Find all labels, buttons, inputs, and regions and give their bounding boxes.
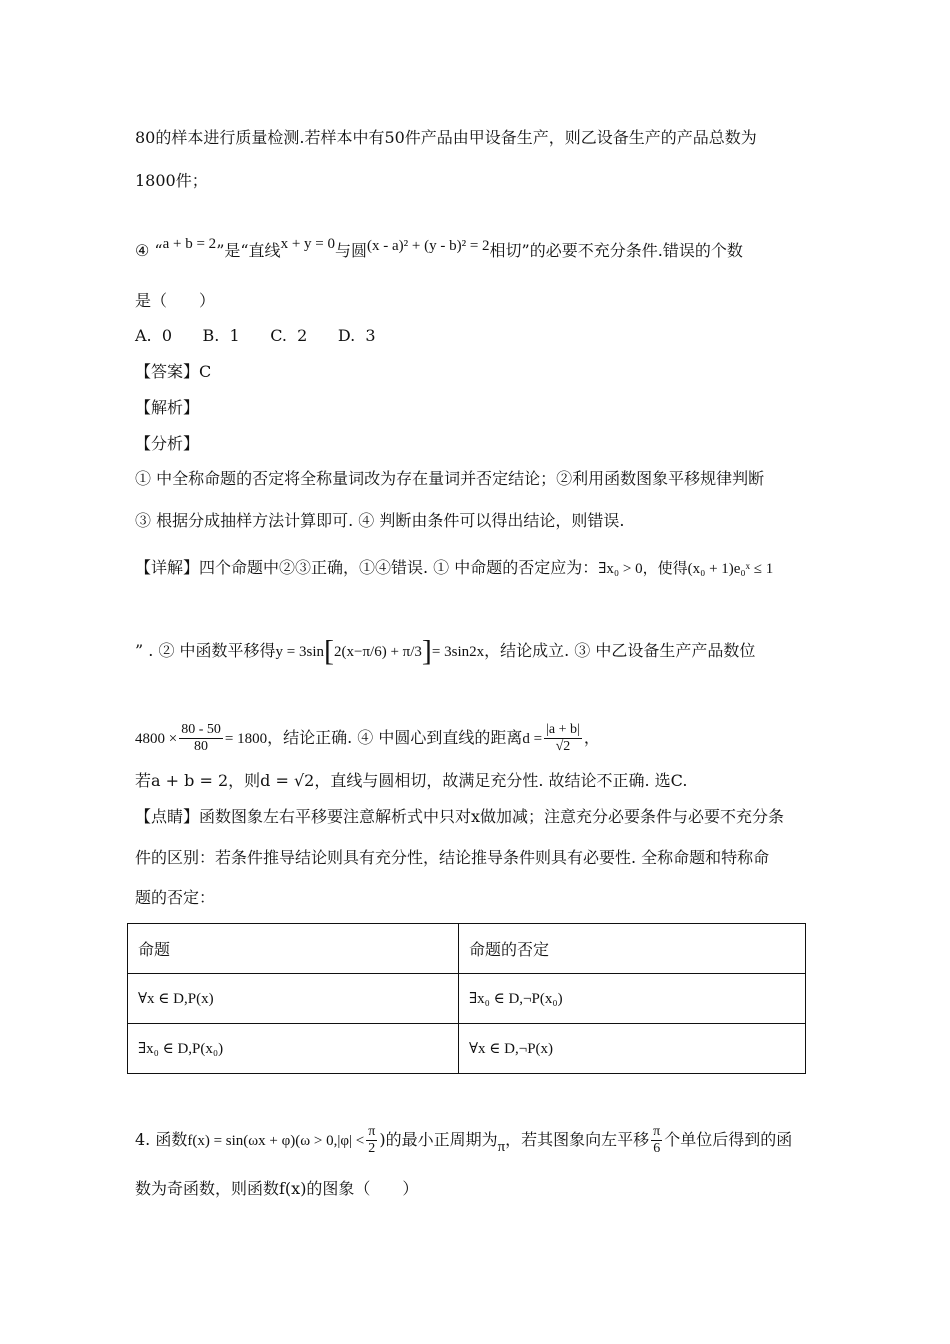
dianjing-line-3: 题的否定： <box>135 888 216 907</box>
table-row <box>128 1024 806 1074</box>
fraction-numerator: 80 - 50 <box>181 722 221 737</box>
fraction-pi-2 <box>366 1124 377 1157</box>
math-y-eq: y = 3sin <box>275 644 324 660</box>
detail-line-4: 若a + b = 2，则d = √2，直线与圆相切，故满足充分性. 故结论不正确. 选C. <box>135 771 688 790</box>
table-cell: ∃x₀ ∈ D,P(x₀) <box>128 1024 459 1074</box>
fenxi-label: 【分析】 <box>135 434 200 453</box>
fraction-numerator-pi: π <box>368 1124 376 1139</box>
table-cell: ∀x ∈ D,¬P(x) <box>459 1024 806 1074</box>
detail-line-3: 4800 × $\frac{80 - 50}{80}$ = 1800，结论正确. ④ 中圆心到直线的距离d = $\frac{|a + b|}{√2}$ ， <box>135 722 600 754</box>
table-row <box>128 924 806 974</box>
fraction-numerator-2: |a + b| <box>546 722 580 737</box>
fenxi-line-1: ① 中全称命题的否定将全称量词改为存在量词并否定结论；②利用函数图象平移规律判断 <box>135 469 765 488</box>
math-4800: 4800 × <box>135 731 178 747</box>
question-4-line-1 <box>135 1124 792 1158</box>
dianjing-line-1: 【点睛】函数图象左右平移要注意解析式中只对x做加减；注意充分必要条件与必要不充分条 <box>135 807 785 826</box>
text-tangent: 相切”的必要不充分条件.错误的个数 <box>489 241 743 260</box>
detail-line-1 <box>135 557 773 580</box>
math-circle-eq: (x - a)² + (y - b)² = 2 <box>367 238 490 254</box>
detail-text-3: ，结论成立. ③ 中乙设备生产产品数位 <box>484 641 756 660</box>
text-line-1: 80的样本进行质量检测.若样本中有50件产品由甲设备生产，则乙设备生产的产品总数为 <box>135 128 757 147</box>
detail-text: 【详解】四个命题中②③正确，①④错误. ① 中命题的否定应为： <box>135 558 599 577</box>
math-a-plus-b: a + b = 2 <box>162 236 217 252</box>
fraction-numerator-pi-2: π <box>653 1124 661 1139</box>
math-negation: ∃x₀ > 0，使得(x₀ + 1)e₀ˣ ≤ 1 <box>598 561 774 577</box>
text-question-end: 是（ ） <box>135 291 216 310</box>
q4-label: 4. 函数 <box>135 1130 188 1149</box>
q4-text-units: 个单位后得到的函 <box>664 1130 793 1149</box>
math-shift-expr: 2(x−π/6) + π/3 <box>334 644 422 660</box>
math-1800: = 1800 <box>224 731 268 747</box>
math-line-eq: x + y = 0 <box>280 236 335 252</box>
fraction-ratio <box>179 722 223 755</box>
math-pi: π <box>497 1139 506 1155</box>
answer-label: 【答案】C <box>135 362 212 381</box>
table-row <box>128 974 806 1024</box>
table-cell: ∃x₀ ∈ D,¬P(x₀) <box>459 974 806 1024</box>
math-d-eq: d = <box>522 731 543 747</box>
q4-text-shift: ，若其图象向左平移 <box>505 1130 650 1149</box>
q4-text-period: )的最小正周期为 <box>379 1130 498 1149</box>
question-4-line-2: 数为奇函数，则函数f(x)的图象（ ） <box>135 1179 419 1198</box>
text-with-circle: 与圆 <box>334 241 367 260</box>
math-fx-def: f(x) = sin(ωx + φ)(ω > 0,|φ| < <box>187 1133 365 1149</box>
statement-4 <box>135 233 743 262</box>
bracket-close: ] <box>421 634 432 668</box>
table-cell: ∀x ∈ D,P(x) <box>128 974 459 1024</box>
fraction-pi-6 <box>651 1124 662 1157</box>
text-line-straight: ”是“直线 <box>216 241 281 260</box>
fraction-denominator-2: 2 <box>368 1141 376 1156</box>
table-header-cell: 命题 <box>128 924 459 974</box>
answer-options: A. 0 B. 1 C. 2 D. 3 <box>135 326 376 345</box>
table-header-cell: 命题的否定 <box>459 924 806 974</box>
math-result: = 3sin2x <box>431 644 485 660</box>
fraction-denominator-2: √2 <box>555 739 571 754</box>
fraction-denominator-6: 6 <box>653 1141 661 1156</box>
text-line-2: 1800件； <box>135 171 208 190</box>
bracket-open: [ <box>324 634 334 668</box>
fraction-denominator: 80 <box>194 739 209 754</box>
dianjing-line-2: 件的区别：若条件推导结论则具有充分性，结论推导条件则具有必要性. 全称命题和特称命 <box>135 848 770 867</box>
detail-line-2 <box>135 634 756 668</box>
analysis-label: 【解析】 <box>135 398 200 417</box>
fraction-distance <box>544 722 582 755</box>
detail-text-2: ” . ② 中函数平移得 <box>135 641 276 660</box>
quote-open: ④ “ <box>135 241 163 260</box>
fenxi-line-2: ③ 根据分成抽样方法计算即可. ④ 判断由条件可以得出结论，则错误. <box>135 511 625 530</box>
detail-text-4: ，结论正确. ④ 中圆心到直线的距离 <box>267 728 523 747</box>
negation-table <box>127 923 806 1074</box>
